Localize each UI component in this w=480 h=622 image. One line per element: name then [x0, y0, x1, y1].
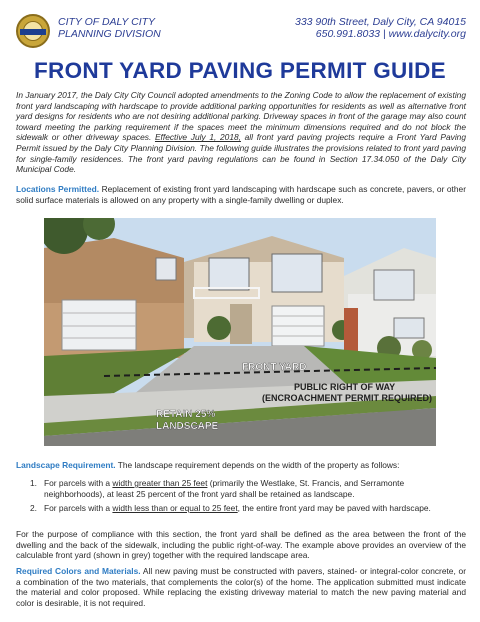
item-text-underline: width less than or equal to 25 feet	[112, 503, 238, 514]
colors-paragraph	[16, 566, 466, 608]
landscape-list	[30, 478, 460, 518]
city-seal-icon	[16, 14, 50, 48]
intro-text-1: In January 2017, the Daly City City Council adopted amendments to the Zoning Code to allow the replacement of existing front yard landscaping with hardscape to provide additional parking opportunities for residents as well as alternative front yard designs for residents who are not desiring additional parking. Driveway spaces in front of the garage may also count toward meeting the parking requirement if the spaces meet the minimum dimensions required and do not block the sidewalk or other driveway spaces.	[16, 90, 466, 143]
list-item	[30, 478, 460, 499]
street-address: 333 90th Street, Daly City, CA 94015	[294, 16, 466, 28]
locations-heading: Locations Permitted.	[16, 184, 100, 194]
item-text-post: (primarily the Westlake, St. Francis, and Serramonte neighborhoods), at least 25 percent of the front yard shall be retained as landscape.	[44, 478, 405, 499]
landscape-text: The landscape requirement depends on the width of the property as follows:	[115, 460, 400, 470]
address-block	[295, 16, 466, 40]
seal-band	[20, 29, 46, 35]
locations-paragraph	[16, 184, 466, 205]
label-front-yard: FRONT YARD	[242, 362, 307, 373]
locations-text: Replacement of existing front yard landscaping with hardscape such as concrete, pavers, or other solid surface materials is allowed on any property with a single-family dwelling or duplex.	[16, 184, 466, 205]
compliance-paragraph: For the purpose of compliance with this section, the front yard shall be defined as the area between the front of the dwelling and the back of the sidewalk, including the public right-of-way. The example above provides an overview of the calculable front yard (shown in grey) together with the required landscape area.	[16, 529, 466, 561]
letterhead	[16, 14, 466, 48]
item-text-underline: width greater than 25 feet	[112, 478, 208, 488]
label-landscape: LANDSCAPE	[156, 421, 219, 432]
front-yard-illustration	[44, 218, 436, 446]
effective-date: Effective July 1, 2018,	[154, 132, 241, 143]
label-right-of-way: PUBLIC RIGHT OF WAY	[294, 382, 396, 392]
item-text-post: , the entire front yard may be paved with hardscape.	[237, 503, 431, 514]
contact-info: 650.991.8033 | www.dalycity.org	[315, 28, 466, 40]
front-yard-photo	[44, 218, 436, 446]
list-number: 1.	[30, 478, 37, 488]
item-text-pre: For parcels with a	[44, 478, 113, 488]
page-title: FRONT YARD PAVING PERMIT GUIDE	[34, 58, 446, 83]
landscape-paragraph	[16, 460, 466, 471]
division-name: PLANNING DIVISION	[58, 28, 161, 40]
intro-text-2: all front yard paving projects require a Front Yard Paving Permit issued by the Daly City Planning Division. The following guide illustrates the provisions related to front yard paving for single-family residences. The front yard paving regulations can be found in Section 17.34.050 of the Daly City Municipal Code.	[16, 132, 466, 175]
colors-heading: Required Colors and Materials.	[16, 566, 141, 576]
list-number: 2.	[30, 503, 37, 514]
city-name: CITY OF DALY CITY	[58, 16, 156, 28]
department-block	[58, 16, 161, 40]
landscape-heading: Landscape Requirement.	[16, 460, 116, 470]
intro-paragraph	[16, 90, 466, 175]
item-text-pre: For parcels with a	[44, 503, 113, 514]
list-item	[30, 503, 460, 514]
colors-text: All new paving must be constructed with pavers, stained- or integral-color concrete, or a combination of the two materials, that complements the color(s) of the home. The application submitted must indicate the material and color proposed. While replacing the existing driveway material to match the new paving material and color is desirable, it is not required.	[16, 566, 466, 608]
label-encroachment: (ENCROACHMENT PERMIT REQUIRED)	[262, 393, 432, 403]
label-retain: RETAIN 25%	[156, 409, 216, 420]
